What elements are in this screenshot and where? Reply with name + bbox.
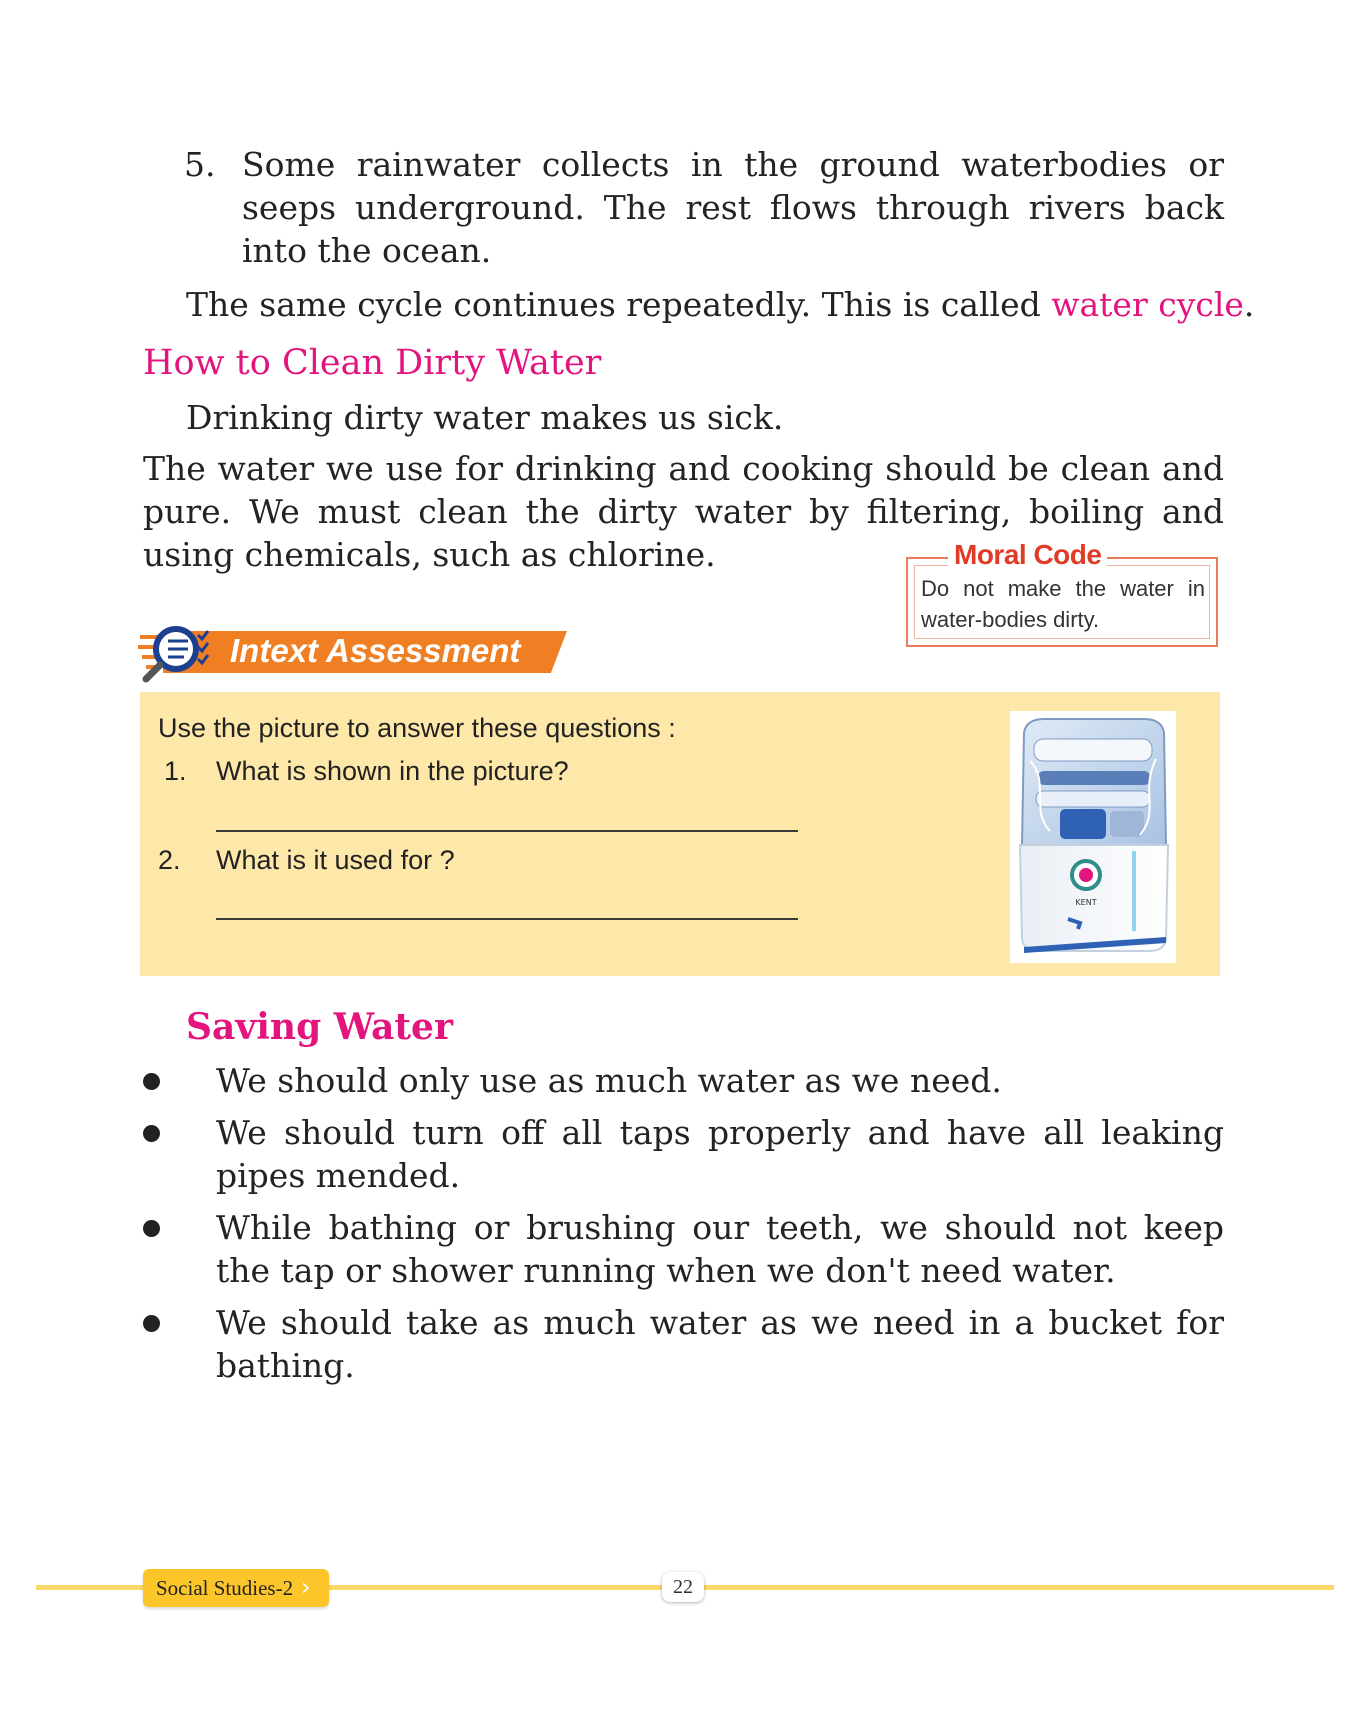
bullet-dot — [143, 1125, 160, 1142]
checklist-magnifier-icon — [138, 615, 216, 689]
list-item: While bathing or brushing our teeth, we should not keep the tap or shower running when we don't need water. — [216, 1208, 1224, 1290]
moral-code-text: Do not make the water in water-bodies dirty. — [921, 576, 1205, 632]
list-item: We should only use as much water as we need. — [216, 1061, 1002, 1100]
bullet-dot — [143, 1315, 160, 1332]
bullet-dot — [143, 1220, 160, 1237]
list-item: We should take as much water as we need in a bucket for bathing. — [216, 1303, 1224, 1385]
clean-water-paragraph: The water we use for drinking and cooking should be clean and pure. We must clean the dirty water by filtering, boiling and using chemicals, such as chlorine. — [143, 449, 1224, 574]
list-item-text: Some rainwater collects in the ground waterbodies or seeps underground. The rest flows through rivers back into the ocean. — [242, 145, 1224, 270]
section-heading-clean-water: How to Clean Dirty Water — [143, 343, 602, 383]
moral-code-box — [906, 539, 1218, 647]
water-purifier-picture — [1010, 711, 1176, 963]
assessment-intro: Use the picture to answer these questions : — [158, 713, 676, 743]
question-number: 2. — [158, 845, 181, 875]
section-heading-saving-water: Saving Water — [186, 1006, 453, 1048]
moral-code-title: Moral Code — [948, 539, 1107, 571]
answer-line[interactable] — [216, 918, 798, 920]
question-text: What is it used for ? — [216, 845, 455, 875]
page-number: 22 — [673, 1576, 693, 1598]
list-item: We should turn off all taps properly and have all leaking pipes mended. — [216, 1113, 1224, 1195]
clean-water-line: Drinking dirty water makes us sick. — [186, 398, 784, 437]
book-title: Social Studies-2 — [156, 1576, 294, 1600]
list-item-number: 5. — [184, 145, 216, 184]
bullet-dot — [143, 1073, 160, 1090]
purifier-brand-label: KENT — [1075, 898, 1097, 907]
answer-line[interactable] — [216, 830, 798, 832]
water-cycle-term: water cycle — [1051, 285, 1244, 324]
intext-assessment-title: Intext Assessment — [230, 632, 521, 669]
question-text: What is shown in the picture? — [216, 756, 569, 786]
water-cycle-sentence: The same cycle continues repeatedly. This is called water cycle. — [186, 285, 1255, 324]
chevron-right-icon: › — [301, 1573, 311, 1601]
question-number: 1. — [164, 756, 187, 786]
